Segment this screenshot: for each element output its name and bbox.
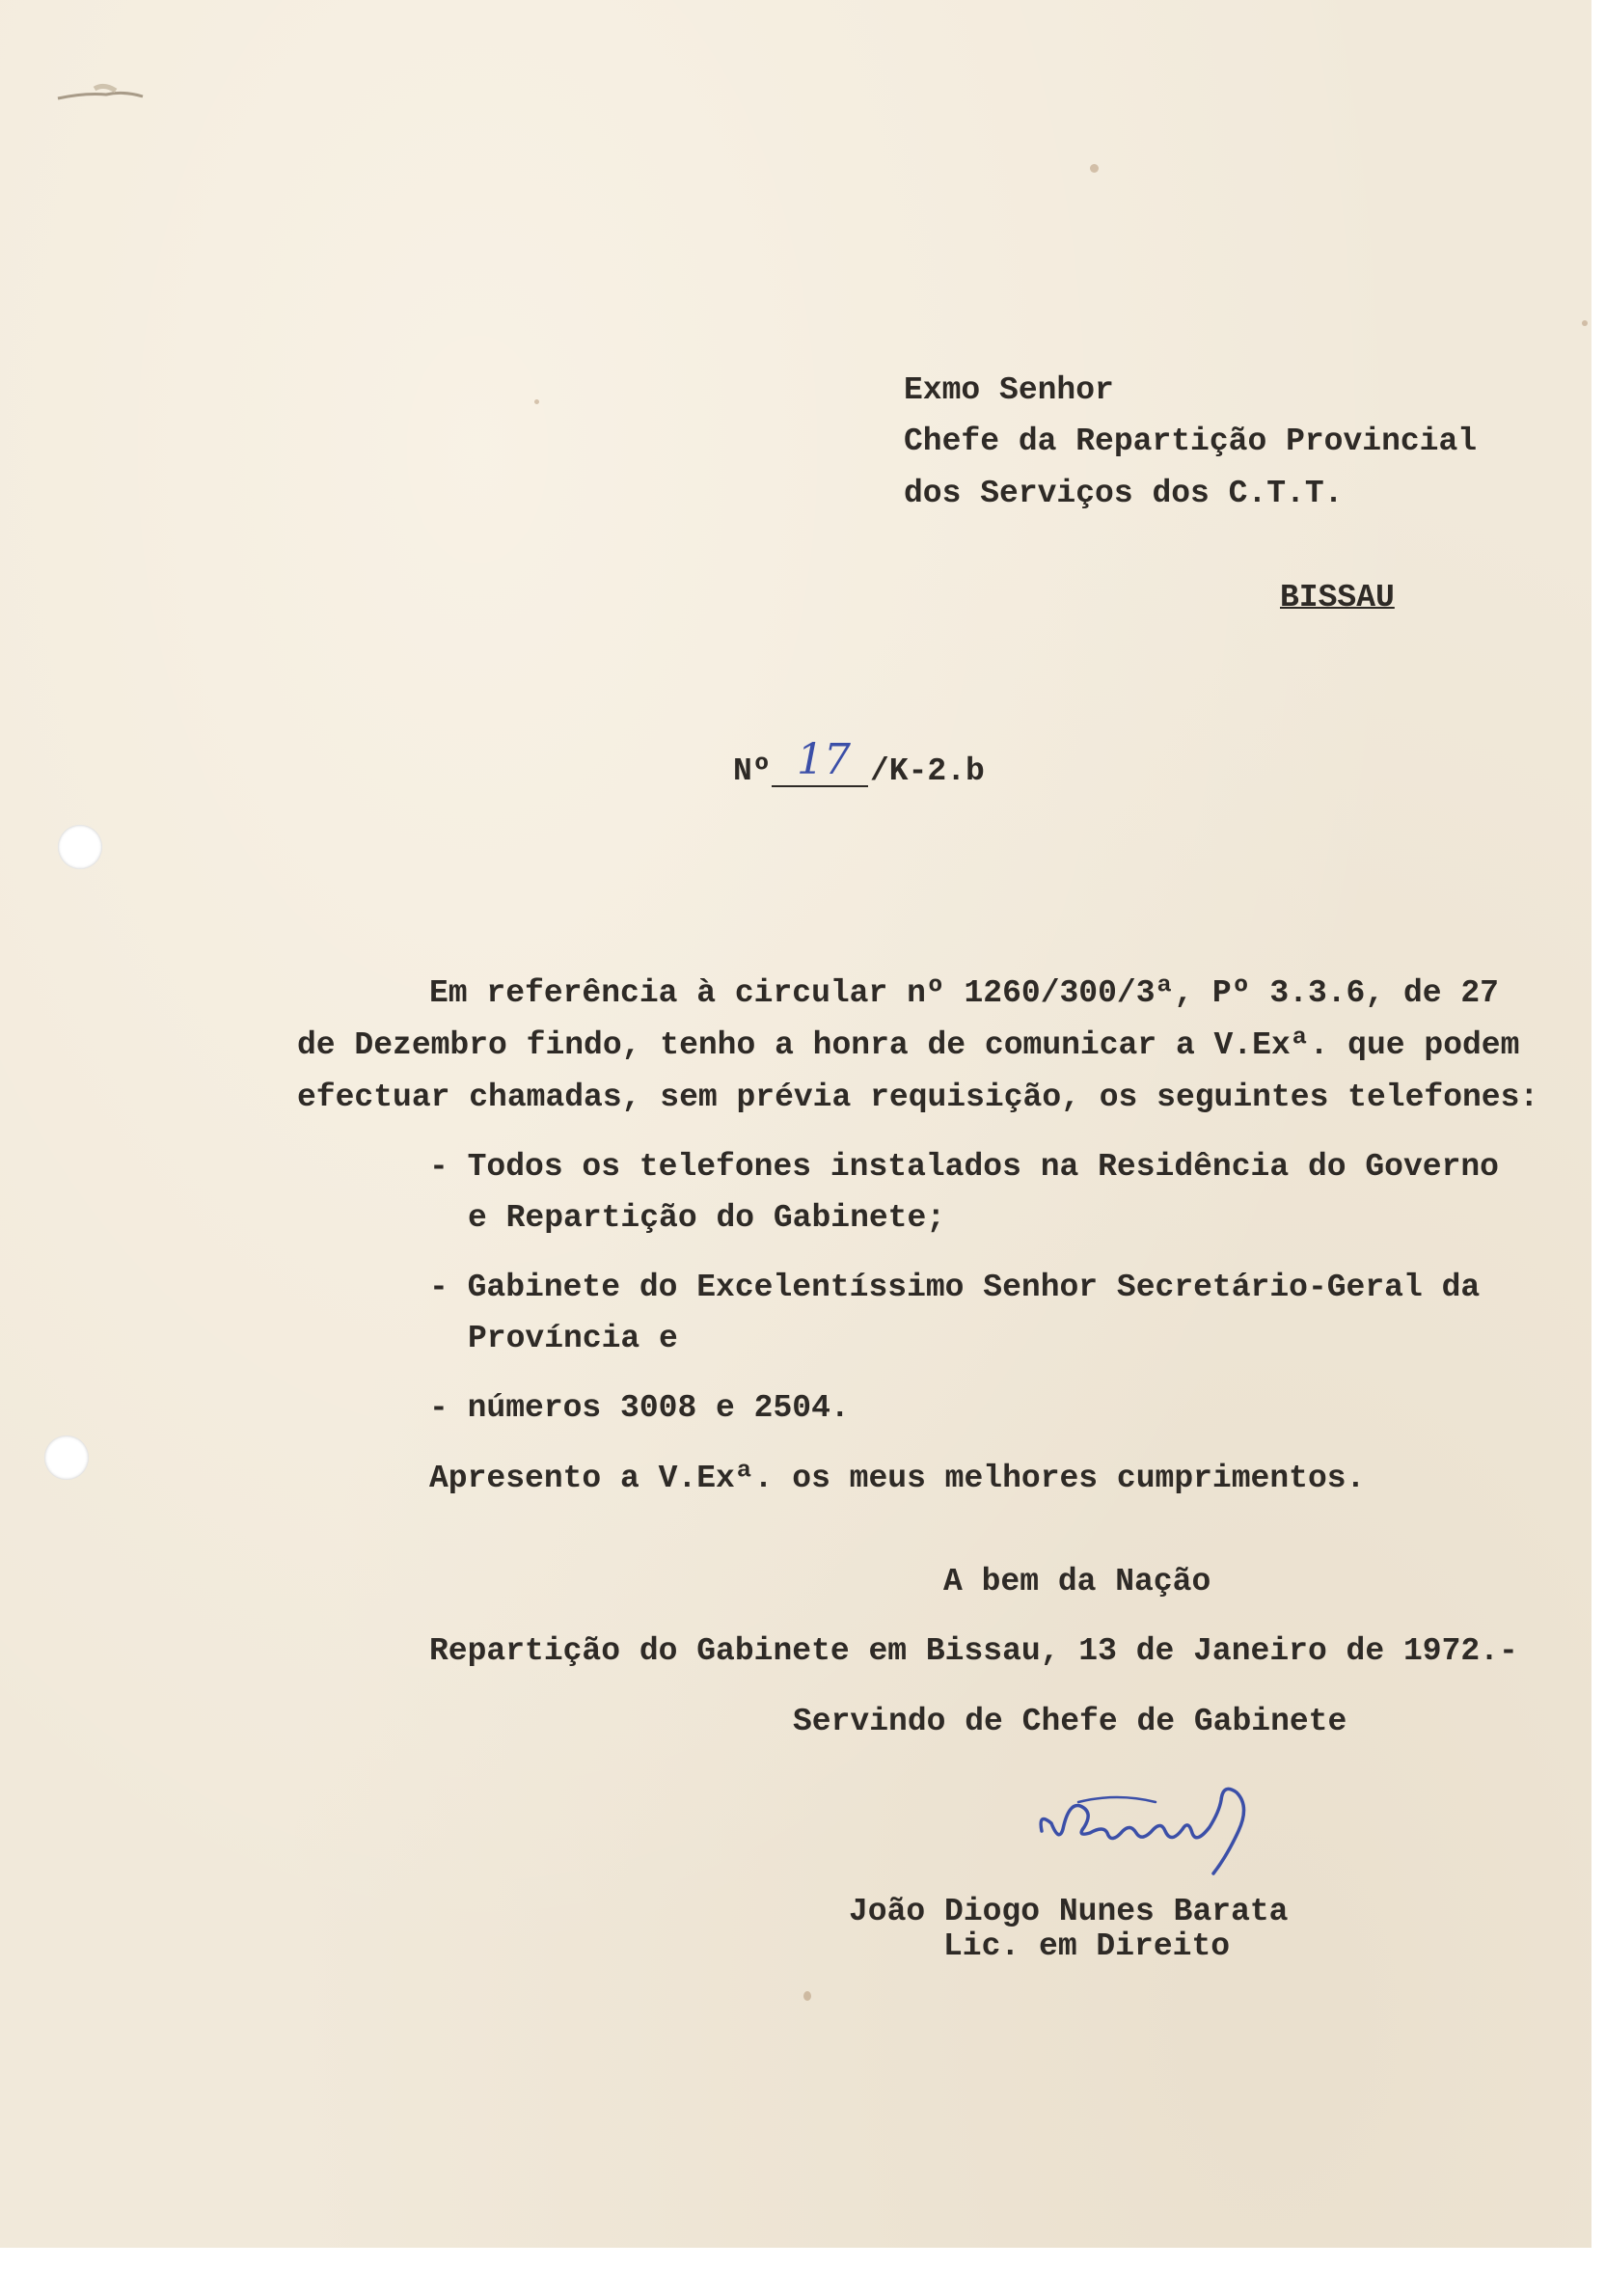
reference-prefix: Nº bbox=[733, 753, 772, 789]
place-and-date: Repartição do Gabinete em Bissau, 13 de Janeiro de 1972.- bbox=[429, 1633, 1518, 1669]
body-line-1: Em referência à circular nº 1260/300/3ª, Pº 3.3.6, de 27 bbox=[429, 975, 1499, 1011]
addressee-title-line2: dos Serviços dos C.T.T. bbox=[904, 476, 1344, 511]
paper-spot bbox=[803, 1991, 811, 2001]
staple-mark-icon bbox=[56, 75, 145, 114]
list-item-2-line-1: - Gabinete do Excelentíssimo Senhor Secretário-Geral da bbox=[429, 1270, 1481, 1305]
list-item-1-line-2: e Repartição do Gabinete; bbox=[468, 1200, 946, 1236]
body-line-3: efectuar chamadas, sem prévia requisição, os seguintes telefones: bbox=[297, 1080, 1539, 1115]
addressee-city: BISSAU bbox=[1280, 580, 1395, 615]
paper-spot bbox=[534, 399, 539, 404]
signatory-role: Servindo de Chefe de Gabinete bbox=[793, 1704, 1347, 1739]
body-line-2: de Dezembro findo, tenho a honra de comunicar a V.Exª. que podem bbox=[297, 1027, 1520, 1063]
punch-hole-top bbox=[58, 825, 102, 869]
reference-handwritten-text: 17 bbox=[797, 735, 851, 783]
addressee-salutation: Exmo Senhor bbox=[904, 372, 1114, 408]
closing-sentence: Apresento a V.Exª. os meus melhores cumprimentos. bbox=[429, 1461, 1366, 1496]
signatory-degree: Lic. em Direito bbox=[943, 1928, 1231, 1964]
reference-number-underline bbox=[772, 785, 868, 787]
reference-suffix: /K-2.b bbox=[870, 753, 985, 789]
punch-hole-bottom bbox=[44, 1435, 89, 1480]
list-item-3: - números 3008 e 2504. bbox=[429, 1390, 850, 1426]
addressee-title-line1: Chefe da Repartição Provincial bbox=[904, 424, 1478, 459]
paper-spot bbox=[1582, 320, 1588, 326]
list-item-1-line-1: - Todos os telefones instalados na Residência do Governo bbox=[429, 1149, 1499, 1185]
signature-icon bbox=[1030, 1773, 1271, 1889]
motto: A bem da Nação bbox=[943, 1564, 1211, 1599]
signatory-name: João Diogo Nunes Barata bbox=[849, 1894, 1289, 1929]
list-item-2-line-2: Província e bbox=[468, 1321, 678, 1356]
reference-handwritten-number bbox=[779, 735, 876, 783]
paper-spot bbox=[1090, 164, 1099, 173]
